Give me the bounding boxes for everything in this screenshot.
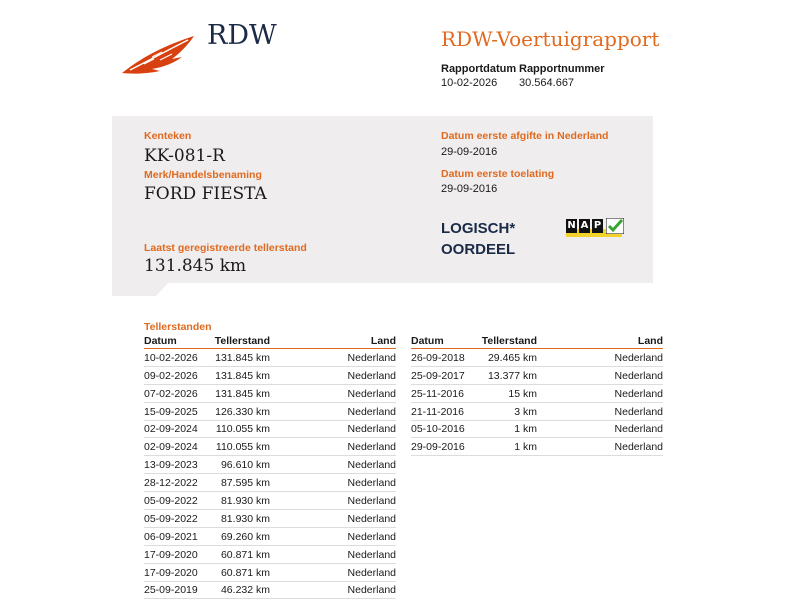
afgifte-label: Datum eerste afgifte in Nederland bbox=[441, 130, 609, 142]
rapportdatum-block bbox=[441, 63, 516, 89]
report-title: RDW-Voertuigrapport bbox=[441, 27, 660, 51]
row-tellerstand: 69.260 km bbox=[220, 530, 270, 543]
row-land: Nederland bbox=[347, 548, 396, 561]
rdw-logo-icon bbox=[122, 33, 197, 75]
nap-letter-n: N bbox=[567, 220, 576, 231]
row-datum: 06-09-2021 bbox=[144, 530, 198, 543]
kenteken-label: Kenteken bbox=[144, 130, 192, 142]
row-tellerstand: 81.930 km bbox=[220, 495, 270, 508]
tellerstanden-table-right bbox=[411, 335, 663, 456]
row-datum: 10-02-2026 bbox=[144, 351, 198, 364]
row-tellerstand: 87.595 km bbox=[220, 477, 270, 490]
row-datum: 05-09-2022 bbox=[144, 512, 198, 525]
table-row bbox=[144, 386, 396, 403]
row-tellerstand: 110.055 km bbox=[215, 423, 270, 436]
row-tellerstand: 60.871 km bbox=[220, 548, 270, 561]
row-land: Nederland bbox=[347, 351, 396, 364]
row-datum: 25-09-2019 bbox=[144, 584, 198, 597]
row-tellerstand: 60.871 km bbox=[220, 566, 270, 579]
toelating-value: 29-09-2016 bbox=[441, 183, 498, 195]
rapportnummer-label: Rapportnummer bbox=[519, 63, 605, 75]
row-datum: 17-09-2020 bbox=[144, 566, 198, 579]
row-land: Nederland bbox=[614, 387, 663, 400]
row-land: Nederland bbox=[347, 512, 396, 525]
row-tellerstand: 13.377 km bbox=[487, 369, 537, 382]
table-row bbox=[411, 439, 663, 456]
tellerstand-value: 131.845 km bbox=[144, 256, 247, 276]
row-land: Nederland bbox=[347, 459, 396, 472]
table-row bbox=[144, 475, 396, 492]
tellerstanden-table-left bbox=[144, 335, 396, 599]
row-land: Nederland bbox=[614, 369, 663, 382]
rapportnummer-value: 30.564.667 bbox=[519, 77, 575, 89]
table-row bbox=[144, 457, 396, 474]
panel-notch bbox=[112, 283, 172, 297]
merk-value: FORD FIESTA bbox=[144, 184, 267, 204]
row-datum: 25-11-2016 bbox=[411, 387, 464, 400]
row-land: Nederland bbox=[347, 441, 396, 454]
table-row bbox=[144, 439, 396, 456]
row-datum: 05-09-2022 bbox=[144, 495, 198, 508]
row-datum: 25-09-2017 bbox=[411, 369, 465, 382]
table-body bbox=[411, 350, 663, 456]
row-land: Nederland bbox=[347, 530, 396, 543]
nap-logo bbox=[566, 215, 624, 237]
table-row bbox=[144, 565, 396, 582]
nap-letter-a: A bbox=[580, 220, 589, 231]
row-land: Nederland bbox=[614, 405, 663, 418]
header-datum: Datum bbox=[411, 335, 444, 347]
table-row bbox=[411, 368, 663, 385]
rapportnummer-block bbox=[519, 63, 605, 89]
table-row bbox=[411, 404, 663, 421]
table-row bbox=[411, 350, 663, 367]
table-row bbox=[144, 421, 396, 438]
row-land: Nederland bbox=[347, 423, 396, 436]
row-land: Nederland bbox=[614, 351, 663, 364]
rapportdatum-value: 10-02-2026 bbox=[441, 77, 498, 89]
row-tellerstand: 3 km bbox=[514, 405, 537, 418]
afgifte-value: 29-09-2016 bbox=[441, 146, 498, 158]
table-row bbox=[144, 511, 396, 528]
row-land: Nederland bbox=[347, 387, 396, 400]
toelating-label: Datum eerste toelating bbox=[441, 168, 555, 180]
row-land: Nederland bbox=[347, 584, 396, 597]
row-datum: 02-09-2024 bbox=[144, 441, 198, 454]
checkmark-icon bbox=[606, 218, 624, 234]
header-tellerstand: Tellerstand bbox=[481, 335, 537, 347]
oordeel-line2: OORDEEL bbox=[441, 241, 516, 258]
row-datum: 09-02-2026 bbox=[144, 369, 198, 382]
row-tellerstand: 29.465 km bbox=[487, 351, 537, 364]
row-tellerstand: 131.845 km bbox=[215, 369, 270, 382]
tellerstanden-title: Tellerstanden bbox=[144, 321, 212, 333]
row-tellerstand: 1 km bbox=[514, 423, 537, 436]
row-tellerstand: 46.232 km bbox=[220, 584, 270, 597]
row-land: Nederland bbox=[347, 405, 396, 418]
brand-name: RDW bbox=[207, 20, 277, 51]
rapportdatum-label: Rapportdatum bbox=[441, 63, 517, 75]
row-land: Nederland bbox=[347, 369, 396, 382]
row-datum: 21-11-2016 bbox=[411, 405, 464, 418]
table-row bbox=[411, 386, 663, 403]
row-tellerstand: 110.055 km bbox=[215, 441, 270, 454]
header-land: Land bbox=[370, 335, 396, 347]
table-row bbox=[144, 493, 396, 510]
table-row bbox=[144, 529, 396, 546]
nap-letter-p: P bbox=[593, 220, 602, 231]
table-row bbox=[144, 547, 396, 564]
table-row bbox=[411, 421, 663, 438]
row-datum: 02-09-2024 bbox=[144, 423, 198, 436]
row-tellerstand: 96.610 km bbox=[220, 459, 270, 472]
row-tellerstand: 131.845 km bbox=[215, 351, 270, 364]
table-body bbox=[144, 350, 396, 600]
row-land: Nederland bbox=[614, 441, 663, 454]
tellerstand-label: Laatst geregistreerde tellerstand bbox=[144, 242, 307, 254]
table-row bbox=[144, 404, 396, 421]
table-row bbox=[144, 368, 396, 385]
row-datum: 17-09-2020 bbox=[144, 548, 198, 561]
header-datum: Datum bbox=[144, 335, 177, 347]
row-tellerstand: 131.845 km bbox=[215, 387, 270, 400]
table-row bbox=[144, 582, 396, 599]
row-datum: 15-09-2025 bbox=[144, 405, 198, 418]
table-header bbox=[144, 335, 396, 349]
kenteken-value: KK-081-R bbox=[144, 146, 225, 166]
row-datum: 28-12-2022 bbox=[144, 477, 198, 490]
row-tellerstand: 126.330 km bbox=[215, 405, 270, 418]
oordeel-line1: LOGISCH* bbox=[441, 220, 516, 237]
row-datum: 29-09-2016 bbox=[411, 441, 465, 454]
oordeel-text bbox=[441, 218, 515, 260]
row-land: Nederland bbox=[614, 423, 663, 436]
row-land: Nederland bbox=[347, 477, 396, 490]
table-row bbox=[144, 350, 396, 367]
header-tellerstand: Tellerstand bbox=[214, 335, 270, 347]
row-tellerstand: 1 km bbox=[514, 441, 537, 454]
row-tellerstand: 15 km bbox=[508, 387, 537, 400]
row-land: Nederland bbox=[347, 566, 396, 579]
row-datum: 07-02-2026 bbox=[144, 387, 198, 400]
row-datum: 13-09-2023 bbox=[144, 459, 198, 472]
row-datum: 05-10-2016 bbox=[411, 423, 465, 436]
merk-label: Merk/Handelsbenaming bbox=[144, 169, 262, 181]
header-land: Land bbox=[637, 335, 663, 347]
row-datum: 26-09-2018 bbox=[411, 351, 465, 364]
row-land: Nederland bbox=[347, 495, 396, 508]
table-header bbox=[411, 335, 663, 349]
row-tellerstand: 81.930 km bbox=[220, 512, 270, 525]
